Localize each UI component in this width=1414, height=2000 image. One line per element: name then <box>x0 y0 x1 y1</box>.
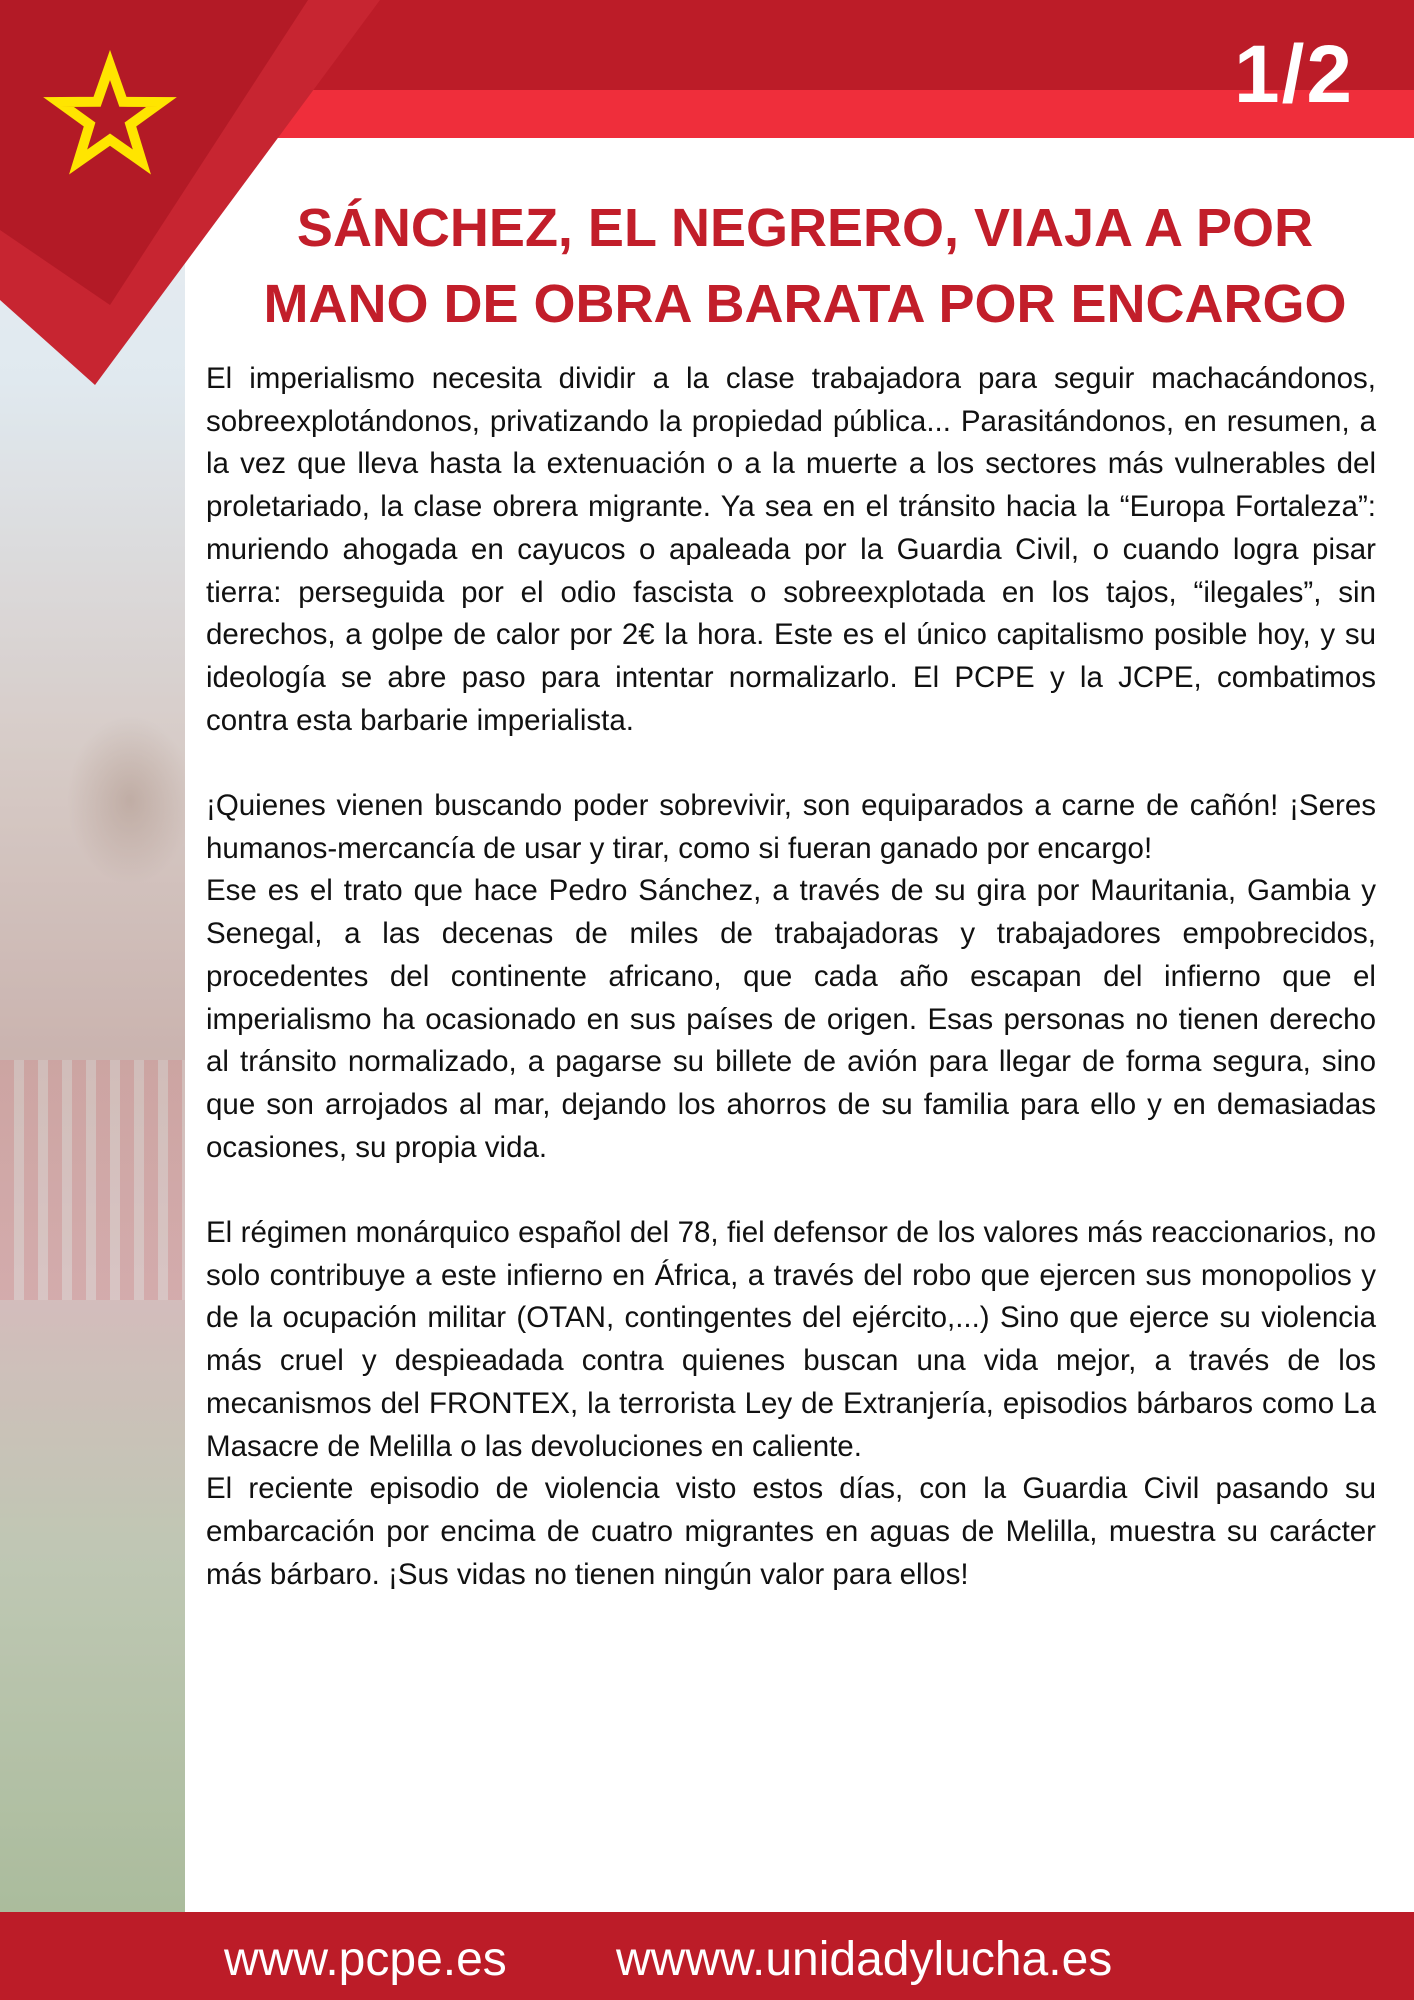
paragraph-1: El imperialismo necesita dividir a la clase trabajadora para seguir machacándonos, sobreexplotándonos, privatizando la propiedad pública... Parasitándonos, en resumen, a la vez que lleva hasta la extenuación o a la muerte a los sectores más vulnerables del proletariado, la clase obrera migrante. Ya sea en el tránsito hacia la “Europa Fortaleza”: muriendo ahogada en cayucos o apaleada por la Guardia Civil, o cuando logra pisar tierra: perseguida por el odio fascista o sobreexplotada en los tajos, “ilegales”, sin derechos, a golpe de calor por 2€ la hora. Este es el único capitalismo posible hoy, y su ideología se abre paso para intentar normalizarlo. El PCPE y la JCPE, combatimos contra esta barbarie imperialista. <box>206 362 1376 737</box>
footer-link-pcpe[interactable]: www.pcpe.es <box>224 1933 507 1986</box>
paragraph-3: Ese es el trato que hace Pedro Sánchez, a través de su gira por Mauritania, Gambia y Senegal, a las decenas de miles de trabajadoras y trabajadores empobrecidos, procedentes del continente africano, que cada año escapan del infierno que el imperialismo ha ocasionado en sus países de origen. Esas personas no tienen derecho al tránsito normalizado, a pagarse su billete de avión para llegar de forma segura, sino que son arrojados al mar, dejando los ahorros de su familia para ello y en demasiadas ocasiones, su propia vida. <box>206 874 1376 1164</box>
headline-line-2: MANO DE OBRA BARATA POR ENCARGO <box>263 274 1347 334</box>
headline-line-1: SÁNCHEZ, EL NEGRERO, VIAJA A POR <box>296 198 1314 258</box>
paragraph-5: El reciente episodio de violencia visto estos días, con la Guardia Civil pasando su embarcación por encima de cuatro migrantes en aguas de Melilla, muestra su carácter más bárbaro. ¡Sus vidas no tienen ningún valor para ellos! <box>206 1472 1376 1591</box>
paragraph-4: El régimen monárquico español del 78, fiel defensor de los valores más reaccionarios, no solo contribuye a este infierno en África, a través del robo que ejercen sus monopolios y de la ocupación militar (OTAN, contingentes del ejército,...) Sino que ejerce su violencia más cruel y despieadada contra quienes buscan una vida mejor, a través de los mecanismos del FRONTEX, la terrorista Ley de Extranjería, episodios bárbaros como La Masacre de Melilla o las devoluciones en caliente. <box>206 1216 1376 1463</box>
headline <box>240 190 1370 342</box>
page-number: 1/2 <box>1234 29 1354 120</box>
footer-link-unidadylucha[interactable]: wwww.unidadylucha.es <box>616 1933 1113 1986</box>
paragraph-2: ¡Quienes vienen buscando poder sobrevivir, son equiparados a carne de cañón! ¡Seres humanos-mercancía de usar y tirar, como si fueran ganado por encargo! <box>206 789 1376 865</box>
article-body <box>206 358 1376 1596</box>
